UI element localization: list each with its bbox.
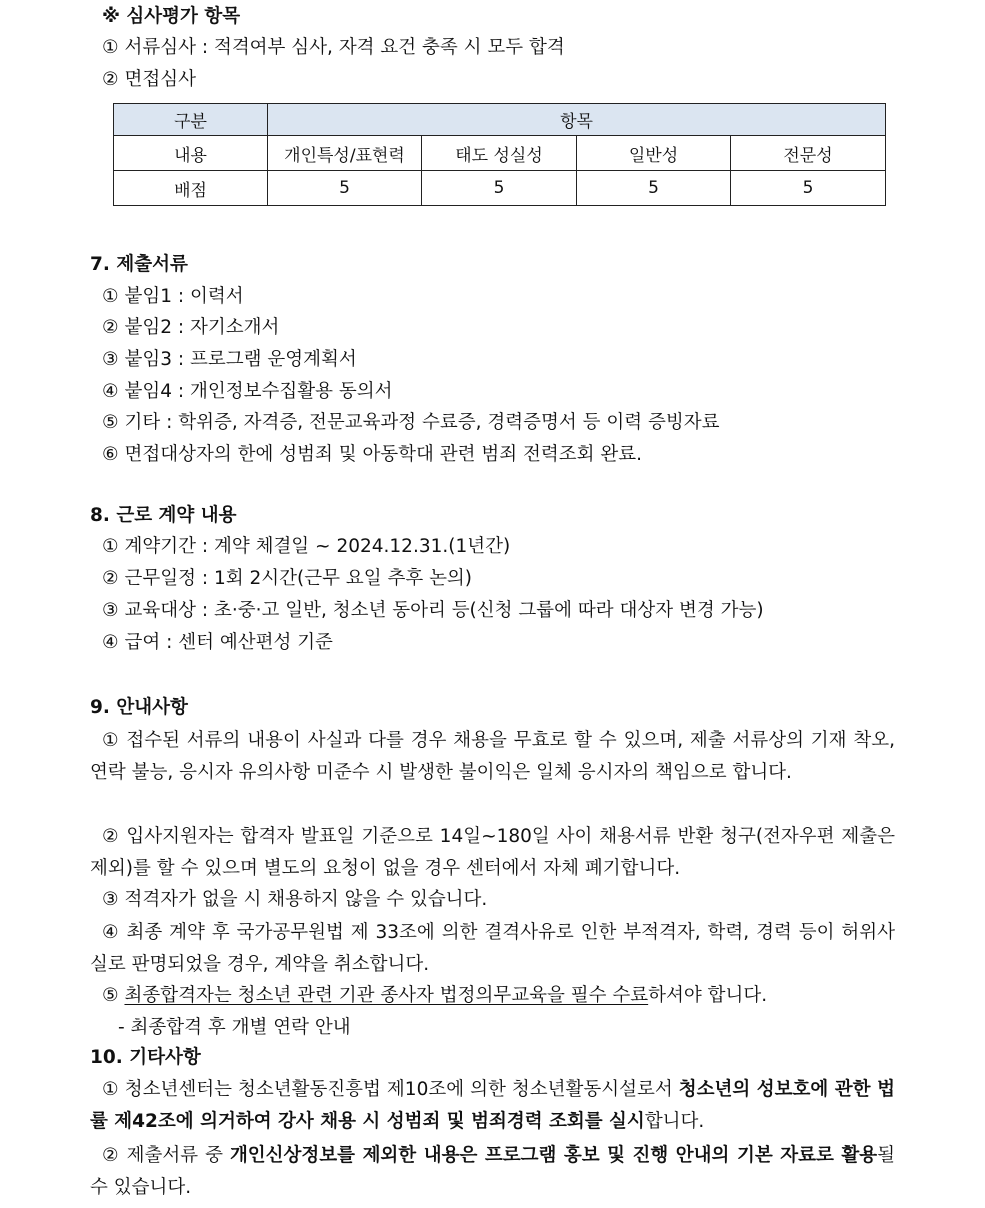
table-cell: 5 bbox=[268, 171, 422, 206]
p5-rest: 하셔야 합니다. bbox=[648, 985, 768, 1006]
header-hangmok: 항목 bbox=[268, 104, 886, 136]
etc-paragraph-1 bbox=[90, 1074, 895, 1138]
row-label-content: 내용 bbox=[114, 136, 268, 171]
section-9-title: 9. 안내사항 bbox=[90, 697, 188, 718]
list-item: ③ 교육대상 : 초·중·고 일반, 청소년 동아리 등(신청 그룹에 따라 대상자 변경 가능) bbox=[102, 600, 764, 621]
table-row bbox=[114, 136, 886, 171]
eval-item-interview: ② 면접심사 bbox=[102, 69, 196, 90]
etc-p2-bold: 개인신상정보를 제외한 내용은 프로그램 홍보 및 진행 안내의 기본 자료로 활용 bbox=[229, 1145, 878, 1166]
notice-paragraph-3: ③ 적격자가 없을 시 채용하지 않을 수 있습니다. bbox=[102, 889, 488, 910]
notice-paragraph-1: ① 접수된 서류의 내용이 사실과 다를 경우 채용을 무효로 할 수 있으며, 제출 서류상의 기재 착오, 연락 불능, 응시자 유의사항 미준수 시 발생한 불이익은 일체 응시자의 책임으로 합니다. bbox=[90, 730, 895, 783]
table-row bbox=[114, 171, 886, 206]
etc-paragraph-2 bbox=[90, 1140, 895, 1204]
table-cell: 태도 성실성 bbox=[422, 136, 577, 171]
p5-number: ⑤ bbox=[102, 985, 125, 1006]
list-item: ① 계약기간 : 계약 체결일 ~ 2024.12.31.(1년간) bbox=[102, 536, 511, 557]
eval-item-document: ① 서류심사 : 적격여부 심사, 자격 요건 충족 시 모두 합격 bbox=[102, 37, 565, 58]
etc-p1-text: ① 청소년센터는 청소년활동진흥법 제10조에 의한 청소년활동시설로서 bbox=[102, 1079, 679, 1100]
list-item: ③ 붙임3 : 프로그램 운영계획서 bbox=[102, 349, 357, 370]
list-item: ② 붙임2 : 자기소개서 bbox=[102, 317, 280, 338]
header-gubun: 구분 bbox=[114, 104, 268, 136]
notice-paragraph-4: ④ 최종 계약 후 국가공무원법 제 33조에 의한 결격사유로 인한 부적격자, 학력, 경력 등이 허위사실로 판명되었을 경우, 계약을 취소합니다. bbox=[90, 922, 895, 975]
list-item: ④ 급여 : 센터 예산편성 기준 bbox=[102, 632, 333, 653]
list-item: ① 붙임1 : 이력서 bbox=[102, 286, 244, 307]
etc-p2-text: ② 제출서류 중 bbox=[102, 1145, 230, 1166]
notice-paragraph-5 bbox=[102, 981, 767, 1011]
eval-title: ※ 심사평가 항목 bbox=[102, 6, 241, 27]
table-cell: 일반성 bbox=[577, 136, 731, 171]
list-item: ⑥ 면접대상자의 한에 성범죄 및 아동학대 관련 범죄 전력조회 완료. bbox=[102, 444, 643, 465]
table-header-row bbox=[114, 104, 886, 136]
list-item: ② 근무일정 : 1회 2시간(근무 요일 추후 논의) bbox=[102, 568, 473, 589]
section-10-title: 10. 기타사항 bbox=[90, 1047, 201, 1068]
notice-sub-item: - 최종합격 후 개별 연락 안내 bbox=[118, 1017, 351, 1038]
table-cell: 5 bbox=[577, 171, 731, 206]
table-cell: 5 bbox=[422, 171, 577, 206]
section-7-title: 7. 제출서류 bbox=[90, 254, 188, 275]
table-cell: 전문성 bbox=[731, 136, 886, 171]
list-item: ④ 붙임4 : 개인정보수집활용 동의서 bbox=[102, 381, 393, 402]
notice-paragraph-2: ② 입사지원자는 합격자 발표일 기준으로 14일~180일 사이 채용서류 반환 청구(전자우편 제출은 제외)를 할 수 있으며 별도의 요청이 없을 경우 센터에서 자체 폐기합니다. bbox=[90, 826, 895, 879]
etc-p1-end: 합니다. bbox=[644, 1111, 705, 1132]
etc-p2-end: 될 수 있습니다. bbox=[90, 1145, 895, 1198]
interview-score-table bbox=[113, 103, 886, 206]
table-cell: 개인특성/표현력 bbox=[268, 136, 422, 171]
section-8-title: 8. 근로 계약 내용 bbox=[90, 505, 237, 526]
p5-underlined-text: 최종합격자는 청소년 관련 기관 종사자 법정의무교육을 필수 수료 bbox=[124, 985, 649, 1006]
list-item: ⑤ 기타 : 학위증, 자격증, 전문교육과정 수료증, 경력증명서 등 이력 증빙자료 bbox=[102, 412, 720, 433]
row-label-score: 배점 bbox=[114, 171, 268, 206]
etc-p1-bold: 청소년의 성보호에 관한 법률 제42조에 의거하여 강사 채용 시 성범죄 및 범죄경력 조회를 실시 bbox=[90, 1079, 895, 1132]
table-cell: 5 bbox=[731, 171, 886, 206]
